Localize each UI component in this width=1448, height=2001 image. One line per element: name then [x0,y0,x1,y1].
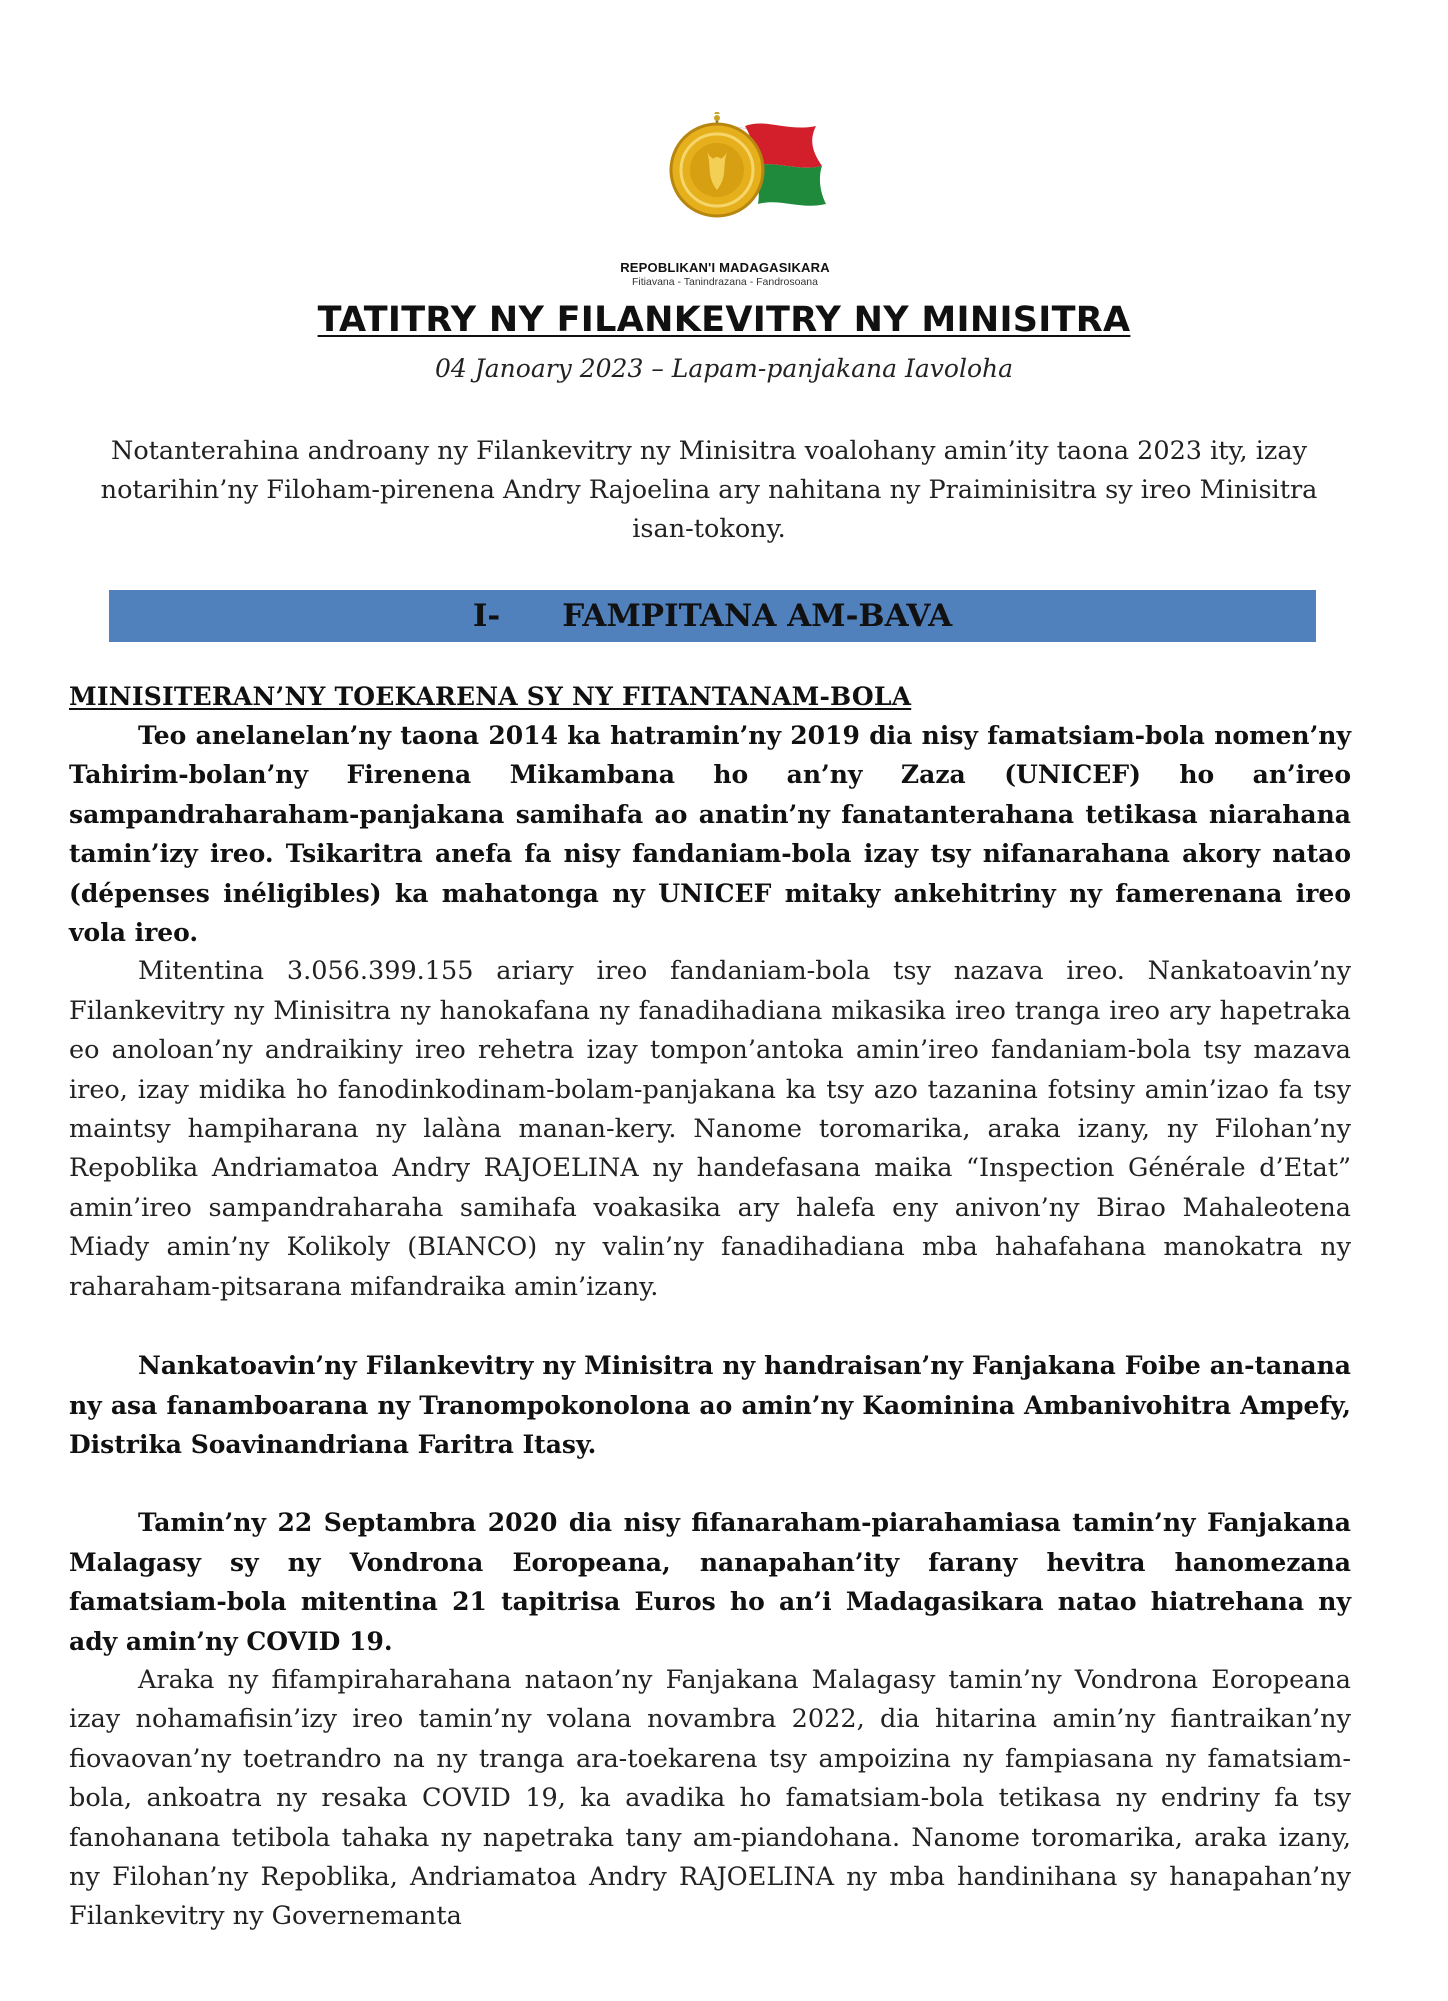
document-date: 04 Janoary 2023 – Lapam-panjakana Iavoloha [434,354,1014,383]
paragraph-tranompokonolona: Nankatoavin’ny Filankevitry ny Minisitra ny handraisan’ny Fanjakana Foibe an-tanana ny asa fanamboarana ny Tranompokonolona ao amin’ny Kaominina Ambanivohitra Ampefy, Distrika Soavinandriana Faritra Itasy. [69,1351,1351,1459]
republic-emblem [560,112,890,292]
paragraph-eu-negotiation: Araka ny fifampiraharahana nataon’ny Fanjakana Malagasy tamin’ny Vondrona Eoropeana izay nohamafisin’izy ireo tamin’ny volana novambra 2022, dia hitarina amin’ny fiantraikan’ny fiovaovan’ny toetrandro na ny tranga ara-toekarena tsy ampoizina ny fampiasana ny famatsiam-bola, ankoatra ny resaka COVID 19, ka avadika ho famatsiam-bola tetikasa ny endriny fa tsy fanohanana tetibola tahaka ny napetraka tany am-piandohana. Nanome toromarika, araka izany, ny Filohan’ny Repoblika, Andriamatoa Andry RAJOELINA ny mba handinihana sy hanapahan’ny Filankevitry ny Governemanta [69,1664,1351,1932]
emblem-title: REPOBLIKAN'I MADAGASIKARA [620,260,830,275]
emblem-motto: Fitiavana - Tanindrazana - Fandrosoana [631,276,818,288]
emblem-seal-flag-icon [560,112,890,262]
section-header-bar [109,590,1316,642]
paragraph-unicef: Teo anelanelan’ny taona 2014 ka hatramin’ny 2019 dia nisy famatsiam-bola nomen’ny Tahirim-bolan’ny Firenena Mikambana ho an’ny Zaza (UNICEF) ho an’ireo sampandraharaham-panjakana samihafa ao anatin’ny fanatanterahana tetikasa niarahana tamin’izy ireo. Tsikaritra anefa fa nisy fandaniam-bola izay tsy nifanarahana akory natao (dépenses inéligibles) ka mahatonga ny UNICEF mitaky ankehitriny ny famerenana ireo vola ireo. [69,721,1351,948]
section-title: FAMPITANA AM-BAVA [562,598,953,634]
intro-paragraph: Notanterahina androany ny Filankevitry ny Minisitra voalohany amin’ity taona 2023 ity, izay notarihin’ny Filoham-pirenena Andry Rajoelina ary nahitana ny Praiminisitra sy ireo Minisitra isan-tokony. [100,436,1318,544]
paragraph-eu-agreement: Tamin’ny 22 Septambra 2020 dia nisy fifanaraham-piarahamiasa tamin’ny Fanjakana Malagasy sy ny Vondrona Eoropeana, nanapahan’ity farany hevitra hanomezana famatsiam-bola mitentina 21 tapitrisa Euros ho an’i Madagasikara natao hiatrehana ny ady amin’ny COVID 19. [69,1508,1351,1656]
section-number: I- [472,598,501,634]
paragraph-investigation: Mitentina 3.056.399.155 ariary ireo fandaniam-bola tsy nazava ireo. Nankatoavin’ny Filankevitry ny Minisitra ny hanokafana ny fanadihadiana mikasika ireo tranga ireo ary hapetraka eo anoloan’ny andraikiny ireo rehetra izay tompon’antoka amin’ireo fandaniam-bola tsy mazava ireo, izay midika ho fanodinkodinam-bolam-panjakana ka tsy azo tazanina fotsiny amin’izao fa tsy maintsy hampiharana ny lalàna manan-kery. Nanome toromarika, araka izany, ny Filohan’ny Repoblika Andriamatoa Andry RAJOELINA ny handefasana maika “Inspection Générale d’Etat” amin’ireo sampandraharaha samihafa voakasika ary halefa eny anivon’ny Birao Mahaleotena Miady amin’ny Kolikoly (BIANCO) ny valin’ny fanadihadiana mba hahafahana manokatra ny raharaham-pitsarana mifandraika amin’izany. [69,956,1351,1302]
document-body [69,677,1351,1937]
document-title: TATITRY NY FILANKEVITRY NY MINISITRA [317,300,1131,340]
ministry-heading: MINISITERAN’NY TOEKARENA SY NY FITANTANAM-BOLA [69,682,912,711]
